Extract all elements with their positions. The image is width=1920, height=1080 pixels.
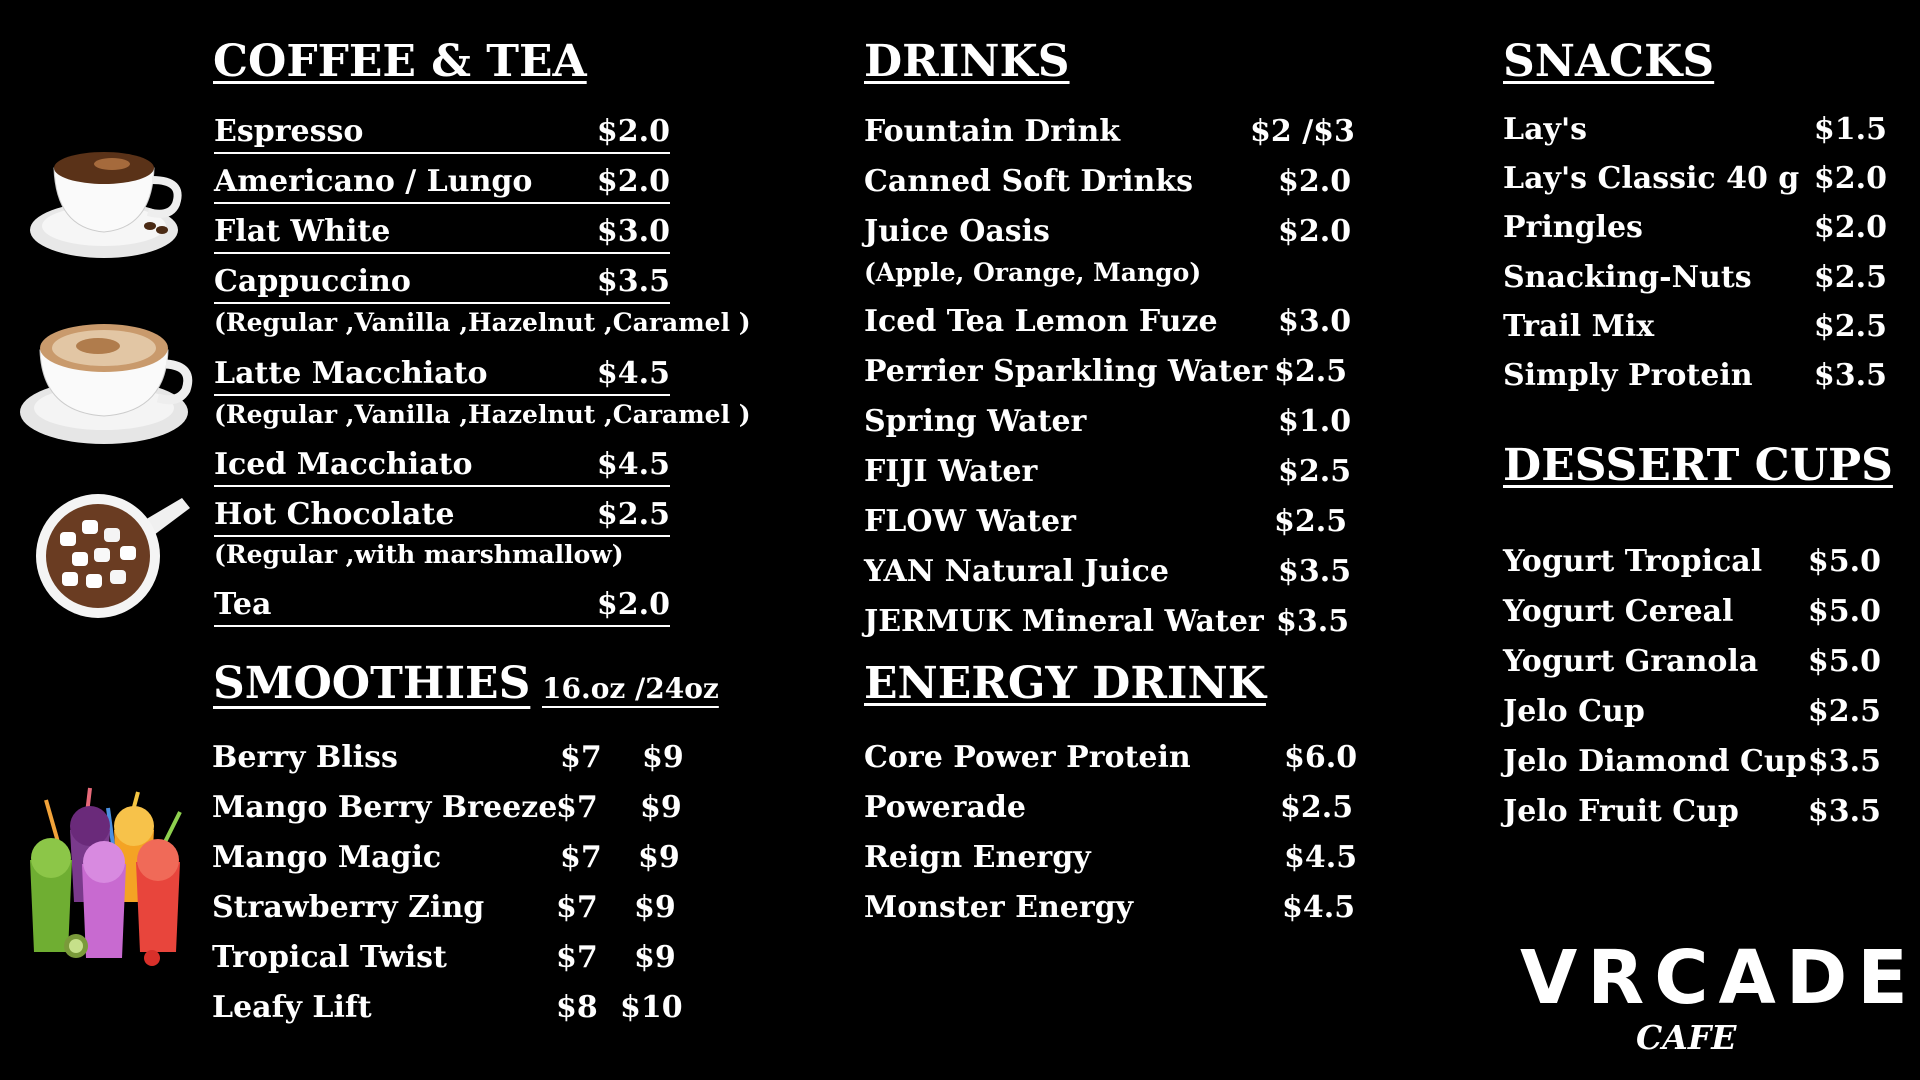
item-note: (Apple, Orange, Mango) — [864, 258, 1202, 287]
menu-item[interactable] — [214, 262, 670, 304]
item-name: Americano / Lungo — [214, 164, 533, 199]
item-name: Leafy Lift — [212, 990, 372, 1025]
menu-item[interactable] — [214, 445, 670, 487]
item-price: $4.5 — [596, 356, 670, 391]
menu-item[interactable] — [864, 302, 1352, 342]
item-name: JERMUK Mineral Water — [864, 604, 1264, 639]
item-name: FLOW Water — [864, 504, 1076, 539]
menu-item[interactable] — [214, 354, 670, 396]
menu-item[interactable] — [214, 495, 670, 537]
item-price: $2.0 — [1813, 210, 1887, 245]
item-name: Spring Water — [864, 404, 1087, 439]
item-price: $3.0 — [1278, 304, 1352, 339]
item-name: Perrier Sparkling Water — [864, 354, 1268, 389]
item-name: Jelo Cup — [1503, 694, 1645, 729]
item-price: $3.5 — [1278, 554, 1352, 589]
item-price: $2.5 — [1278, 454, 1352, 489]
item-price: $2.0 — [1278, 214, 1352, 249]
item-name: Tropical Twist — [212, 940, 447, 975]
item-name: Snacking-Nuts — [1503, 260, 1752, 295]
item-price: $2.0 — [596, 164, 670, 199]
menu-item[interactable] — [864, 212, 1352, 252]
menu-item[interactable] — [214, 112, 670, 154]
item-name: YAN Natural Juice — [864, 554, 1170, 589]
item-name: Lay's — [1503, 112, 1588, 147]
item-price: $5.0 — [1807, 644, 1881, 679]
menu-item[interactable] — [864, 738, 1358, 778]
item-name: Mango Magic — [212, 840, 442, 875]
item-name: Mango Berry Breeze — [212, 790, 558, 825]
menu-item[interactable] — [1503, 110, 1887, 150]
item-price: $6.0 — [1284, 740, 1358, 775]
item-name: Fountain Drink — [864, 114, 1121, 149]
price-24oz: $10 — [620, 990, 683, 1025]
item-name: Trail Mix — [1503, 309, 1655, 344]
item-price: $2.5 — [1813, 309, 1887, 344]
item-name: Lay's Classic 40 g — [1503, 161, 1800, 196]
item-price: $5.0 — [1807, 594, 1881, 629]
espresso-cup-icon — [26, 138, 186, 264]
item-price: $2.5 — [1813, 260, 1887, 295]
item-name: Tea — [214, 587, 272, 622]
cafe-label: CAFE — [1636, 1018, 1737, 1057]
item-name: Hot Chocolate — [214, 497, 455, 532]
item-note: (Regular ,Vanilla ,Hazelnut ,Caramel ) — [214, 400, 751, 429]
item-note: (Regular ,Vanilla ,Hazelnut ,Caramel ) — [214, 308, 751, 337]
price-24oz: $9 — [640, 790, 682, 825]
menu-item[interactable] — [1503, 692, 1881, 732]
item-price: $3.5 — [1807, 744, 1881, 779]
item-name: Iced Tea Lemon Fuze — [864, 304, 1218, 339]
item-price: $2.5 — [596, 497, 670, 532]
item-price: $2.0 — [1813, 161, 1887, 196]
item-name: Yogurt Cereal — [1503, 594, 1734, 629]
item-price: $1.5 — [1813, 112, 1887, 147]
menu-item[interactable] — [864, 402, 1352, 442]
item-name: Canned Soft Drinks — [864, 164, 1194, 199]
item-name: Jelo Fruit Cup — [1503, 794, 1739, 829]
menu-item[interactable] — [1503, 208, 1887, 248]
menu-item[interactable] — [1503, 542, 1881, 582]
menu-item[interactable] — [214, 162, 670, 204]
price-16oz: $8 — [556, 990, 598, 1025]
menu-item[interactable] — [214, 585, 670, 627]
price-24oz: $9 — [642, 740, 684, 775]
smoothie-cups-icon — [10, 782, 206, 972]
coffee-tea-heading: COFFEE & TEA — [213, 36, 587, 87]
item-name: Reign Energy — [864, 840, 1091, 875]
item-name: Flat White — [214, 214, 391, 249]
snacks-heading: SNACKS — [1503, 36, 1715, 87]
item-price: $3.5 — [1807, 794, 1881, 829]
item-price: $4.5 — [1284, 840, 1358, 875]
vrcade-logo: VRCADE — [1520, 935, 1918, 1021]
menu-item[interactable] — [864, 502, 1348, 542]
price-16oz: $7 — [560, 840, 602, 875]
menu-item[interactable] — [212, 938, 682, 978]
item-name: FIJI Water — [864, 454, 1038, 489]
menu-item[interactable] — [864, 452, 1352, 492]
dessert-cups-heading: DESSERT CUPS — [1503, 440, 1893, 491]
cappuccino-cup-icon — [18, 308, 194, 448]
item-name: Berry Bliss — [212, 740, 398, 775]
price-16oz: $7 — [556, 940, 598, 975]
item-price: $3.5 — [1813, 358, 1887, 393]
item-price: $3.5 — [1276, 604, 1350, 639]
drinks-heading: DRINKS — [864, 36, 1070, 87]
item-price: $2.5 — [1274, 504, 1348, 539]
menu-item[interactable] — [864, 888, 1356, 928]
item-name: Monster Energy — [864, 890, 1134, 925]
menu-item[interactable] — [214, 212, 670, 254]
menu-item[interactable] — [1503, 159, 1887, 199]
item-price: $3.0 — [596, 214, 670, 249]
item-price: $2.5 — [1280, 790, 1354, 825]
item-price: $2 /$3 — [1250, 114, 1355, 149]
menu-item[interactable] — [864, 112, 1355, 152]
item-name: Espresso — [214, 114, 364, 149]
smoothie-sizes: 16.oz /24oz — [542, 672, 719, 705]
item-name: Iced Macchiato — [214, 447, 473, 482]
item-name: Powerade — [864, 790, 1026, 825]
item-price: $2.5 — [1807, 694, 1881, 729]
item-name: Strawberry Zing — [212, 890, 485, 925]
item-price: $4.5 — [1282, 890, 1356, 925]
price-16oz: $7 — [556, 790, 598, 825]
item-name: Core Power Protein — [864, 740, 1191, 775]
menu-item[interactable] — [212, 788, 682, 828]
item-price: $2.0 — [596, 114, 670, 149]
price-24oz: $9 — [638, 840, 680, 875]
price-16oz: $7 — [556, 890, 598, 925]
menu-item[interactable] — [864, 552, 1352, 592]
item-name: Yogurt Granola — [1503, 644, 1759, 679]
menu-item[interactable] — [1503, 307, 1887, 347]
item-price: $5.0 — [1807, 544, 1881, 579]
menu-item[interactable] — [212, 738, 682, 778]
price-24oz: $9 — [634, 940, 676, 975]
item-name: Juice Oasis — [864, 214, 1050, 249]
menu-item[interactable] — [864, 602, 1350, 642]
menu-item[interactable] — [212, 988, 682, 1028]
item-name: Jelo Diamond Cup — [1503, 744, 1807, 779]
menu-item[interactable] — [864, 838, 1358, 878]
item-name: Simply Protein — [1503, 358, 1753, 393]
item-name: Latte Macchiato — [214, 356, 488, 391]
item-price: $2.5 — [1274, 354, 1348, 389]
menu-item[interactable] — [864, 352, 1348, 392]
menu-item[interactable] — [1503, 642, 1881, 682]
menu-item[interactable] — [864, 788, 1354, 828]
item-name: Yogurt Tropical — [1503, 544, 1763, 579]
item-price: $3.5 — [596, 264, 670, 299]
item-note: (Regular ,with marshmallow) — [214, 540, 624, 569]
energy-drink-heading: ENERGY DRINK — [864, 658, 1266, 709]
item-name: Cappuccino — [214, 264, 411, 299]
hot-chocolate-icon — [30, 490, 194, 620]
item-price: $1.0 — [1278, 404, 1352, 439]
menu-item[interactable] — [212, 888, 682, 928]
menu-item[interactable] — [1503, 592, 1881, 632]
menu-item[interactable] — [212, 838, 682, 878]
smoothies-heading — [213, 658, 580, 709]
smoothies-title: SMOOTHIES — [213, 658, 531, 709]
item-price: $2.0 — [1278, 164, 1352, 199]
menu-item[interactable] — [1503, 258, 1887, 298]
item-name: Pringles — [1503, 210, 1643, 245]
price-24oz: $9 — [634, 890, 676, 925]
menu-item[interactable] — [1503, 742, 1881, 782]
price-16oz: $7 — [560, 740, 602, 775]
menu-item[interactable] — [1503, 792, 1881, 832]
menu-item[interactable] — [1503, 356, 1887, 396]
menu-item[interactable] — [864, 162, 1352, 202]
item-price: $2.0 — [596, 587, 670, 622]
item-price: $4.5 — [596, 447, 670, 482]
